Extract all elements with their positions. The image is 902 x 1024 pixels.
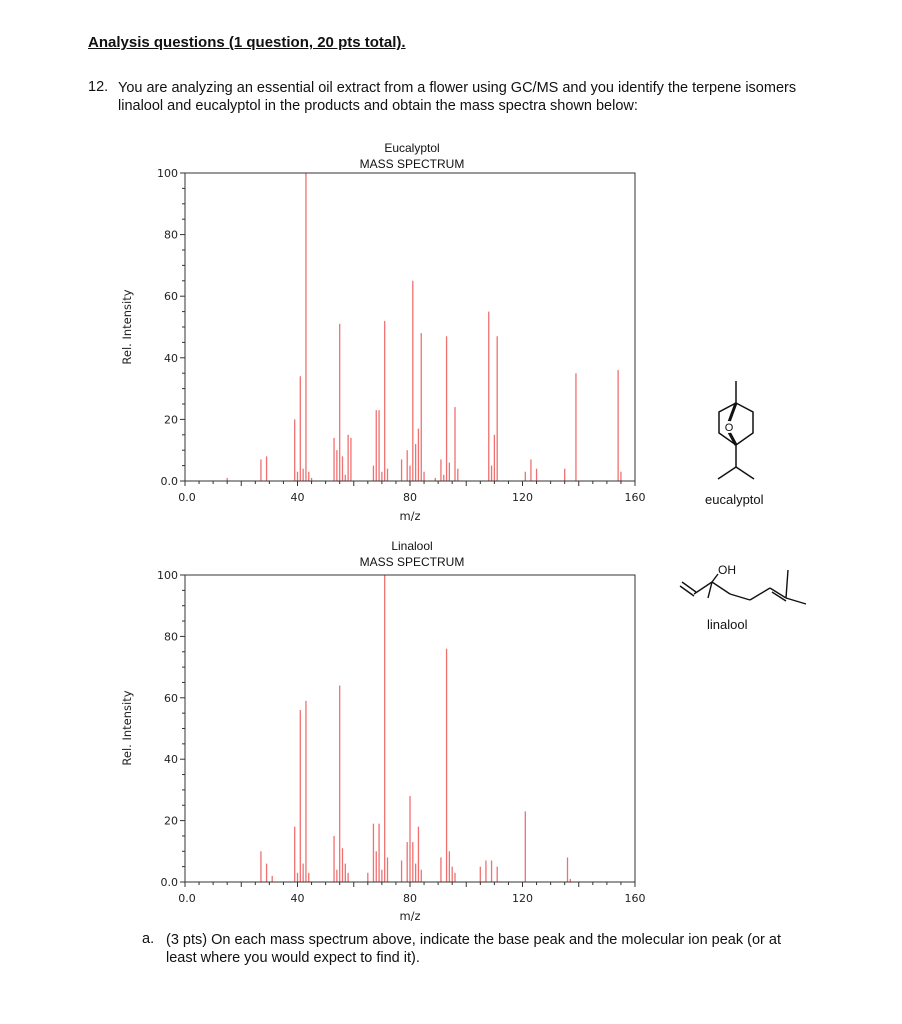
linalool-x-ticks	[178, 882, 645, 905]
linalool-y-tick-label: 60	[164, 691, 178, 705]
eucalyptol-chart-subtitle: MASS SPECTRUM	[359, 157, 465, 171]
eucalyptol-x-tick-label: 40	[290, 491, 305, 504]
eucalyptol-oxygen-atom: O	[724, 422, 734, 434]
linalool-x-tick-label: 120	[512, 892, 533, 905]
question-text: You are analyzing an essential oil extract from a flower using GC/MS and you identify the terpene isomers linalool and eucalyptol in the products and obtain the mass spectra shown below:	[118, 80, 797, 114]
eucalyptol-y-tick-label: 0.0	[160, 475, 178, 488]
linalool-y-tick-label: 80	[164, 630, 178, 644]
question-number: 12.	[88, 79, 109, 95]
subquestion-text: (3 pts) On each mass spectrum above, indicate the base peak and the molecular ion peak (or at least where you would expect to find it).	[166, 932, 781, 966]
linalool-y-tick-label: 100	[157, 569, 178, 582]
subquestion-letter: a.	[142, 931, 155, 947]
eucalyptol-y-tick-label: 80	[164, 228, 178, 242]
linalool-chart-title: Linalool	[391, 539, 433, 553]
eucalyptol-y-axis-label: Rel. Intensity	[120, 289, 134, 365]
eucalyptol-structure	[700, 375, 780, 485]
linalool-y-tick-label: 0.0	[160, 876, 178, 889]
linalool-chart-subtitle: MASS SPECTRUM	[359, 555, 465, 569]
eucalyptol-x-axis-label: m/z	[399, 509, 421, 523]
eucalyptol-y-tick-label: 100	[157, 167, 178, 180]
eucalyptol-y-tick-label: 40	[164, 351, 178, 365]
eucalyptol-y-tick-label: 20	[164, 413, 178, 427]
linalool-y-ticks	[157, 569, 185, 889]
eucalyptol-x-tick-label: 0.0	[178, 491, 196, 504]
linalool-structure	[676, 560, 816, 620]
linalool-peaks	[261, 575, 570, 882]
linalool-x-tick-label: 40	[290, 892, 305, 905]
linalool-label: linalool	[707, 617, 748, 632]
eucalyptol-y-tick-label: 60	[164, 290, 178, 304]
eucalyptol-chart-title: Eucalyptol	[384, 141, 440, 155]
linalool-y-axis-label: Rel. Intensity	[120, 690, 134, 766]
eucalyptol-x-tick-label: 120	[512, 491, 533, 504]
linalool-x-tick-label: 160	[624, 892, 646, 905]
linalool-hydroxyl-group: OH	[718, 563, 736, 577]
linalool-x-axis-label: m/z	[399, 909, 421, 923]
eucalyptol-label: eucalyptol	[705, 492, 764, 507]
linalool-y-tick-label: 20	[164, 814, 178, 828]
linalool-y-tick-label: 40	[164, 753, 178, 767]
eucalyptol-x-tick-label: 160	[624, 491, 646, 504]
eucalyptol-x-tick-label: 80	[403, 491, 417, 504]
section-heading: Analysis questions (1 question, 20 pts total).	[88, 34, 406, 51]
linalool-x-tick-label: 80	[403, 892, 417, 905]
linalool-x-tick-label: 0.0	[178, 892, 196, 905]
